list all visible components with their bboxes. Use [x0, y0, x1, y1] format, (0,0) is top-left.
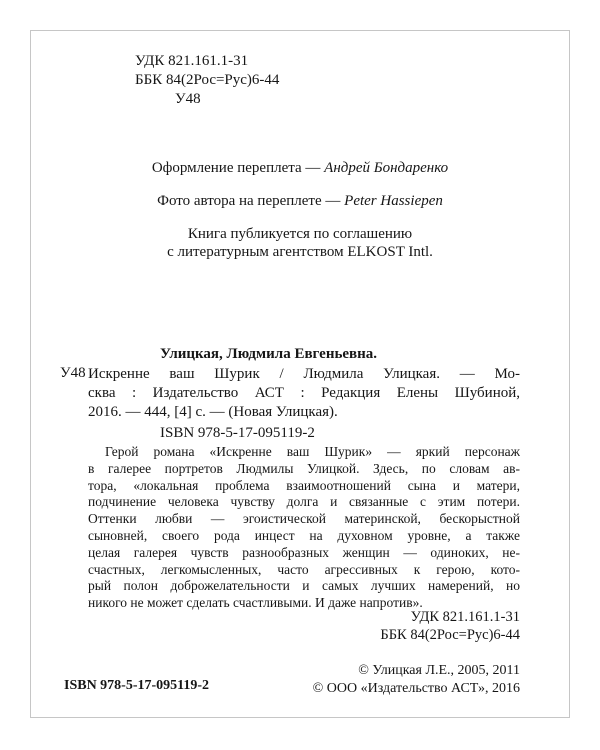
- agreement-line-1: Книга публикуется по соглашению: [187, 226, 413, 242]
- footer-isbn: ISBN 978-5-17-095119-2: [64, 678, 210, 693]
- text-line: сыновней, своего рода инцест на духовном уровне, а также: [88, 527, 520, 543]
- classification-codes-bottom: [380, 608, 520, 644]
- udk-code-bottom: УДК 821.161.1-31: [410, 609, 520, 625]
- catalog-author: Улицкая, Людмила Евгеньевна.: [160, 346, 378, 362]
- text-line: никого не может сделать счастливыми. И даже напротив».: [88, 595, 423, 611]
- udk-code-top: УДК 821.161.1-31: [135, 53, 249, 69]
- text-line: подчинение человека чувству долга и связанные с этим потери.: [88, 494, 520, 510]
- photo-credit-name: Peter Hassiepen: [344, 193, 443, 209]
- author-sign-margin: У48: [60, 365, 86, 381]
- author-sign-top: У48: [175, 91, 201, 107]
- photo-credit-label: Фото автора на переплете —: [157, 193, 345, 209]
- catalog-description: [88, 365, 520, 422]
- copyright-publisher: © ООО «Издательство АСТ», 2016: [312, 681, 520, 696]
- classification-codes-top: [135, 52, 279, 109]
- publication-agreement: [0, 225, 600, 261]
- catalog-isbn: ISBN 978-5-17-095119-2: [160, 425, 315, 441]
- text-line: Оттенки любви — эгоистической материнской, бескорыстной: [88, 511, 520, 527]
- text-line: счастных, легкомысленных, часто агрессивных к герою, кото-: [88, 561, 520, 577]
- text-line: сква : Издательство АСТ : Редакция Елены Шубиной,: [88, 385, 520, 401]
- text-line: рый полон доброжелательности и самых лучших намерений, но: [88, 578, 520, 594]
- copyright-author: © Улицкая Л.Е., 2005, 2011: [358, 663, 520, 678]
- text-line: Искренне ваш Шурик / Людмила Улицкая. — Мо-: [88, 366, 520, 382]
- text-line: в галерее портретов Людмилы Улицкой. Здесь, по словам ав-: [88, 460, 520, 476]
- text-line: тора, «локальная проблема взаимоотношений сына и матери,: [88, 477, 520, 493]
- agreement-line-2: с литературным агентством ELKOST Intl.: [167, 244, 433, 260]
- bbk-code-top: ББК 84(2Рос=Рус)6-44: [135, 72, 280, 88]
- cover-design-label: Оформление переплета —: [151, 160, 325, 176]
- cover-design-name: Андрей Бондаренко: [324, 160, 449, 176]
- text-line: 2016. — 444, [4] с. — (Новая Улицкая).: [88, 404, 338, 420]
- copyright-block: [313, 662, 520, 698]
- photo-credit: [0, 193, 600, 210]
- text-line: целая галерея чувств разнообразных женщин — одиноких, не-: [88, 544, 520, 560]
- text-line: Герой романа «Искренне ваш Шурик» — яркий персонаж: [105, 444, 520, 459]
- annotation-text: [88, 444, 520, 612]
- cover-design-credit: [0, 160, 600, 177]
- bbk-code-bottom: ББК 84(2Рос=Рус)6-44: [380, 627, 520, 643]
